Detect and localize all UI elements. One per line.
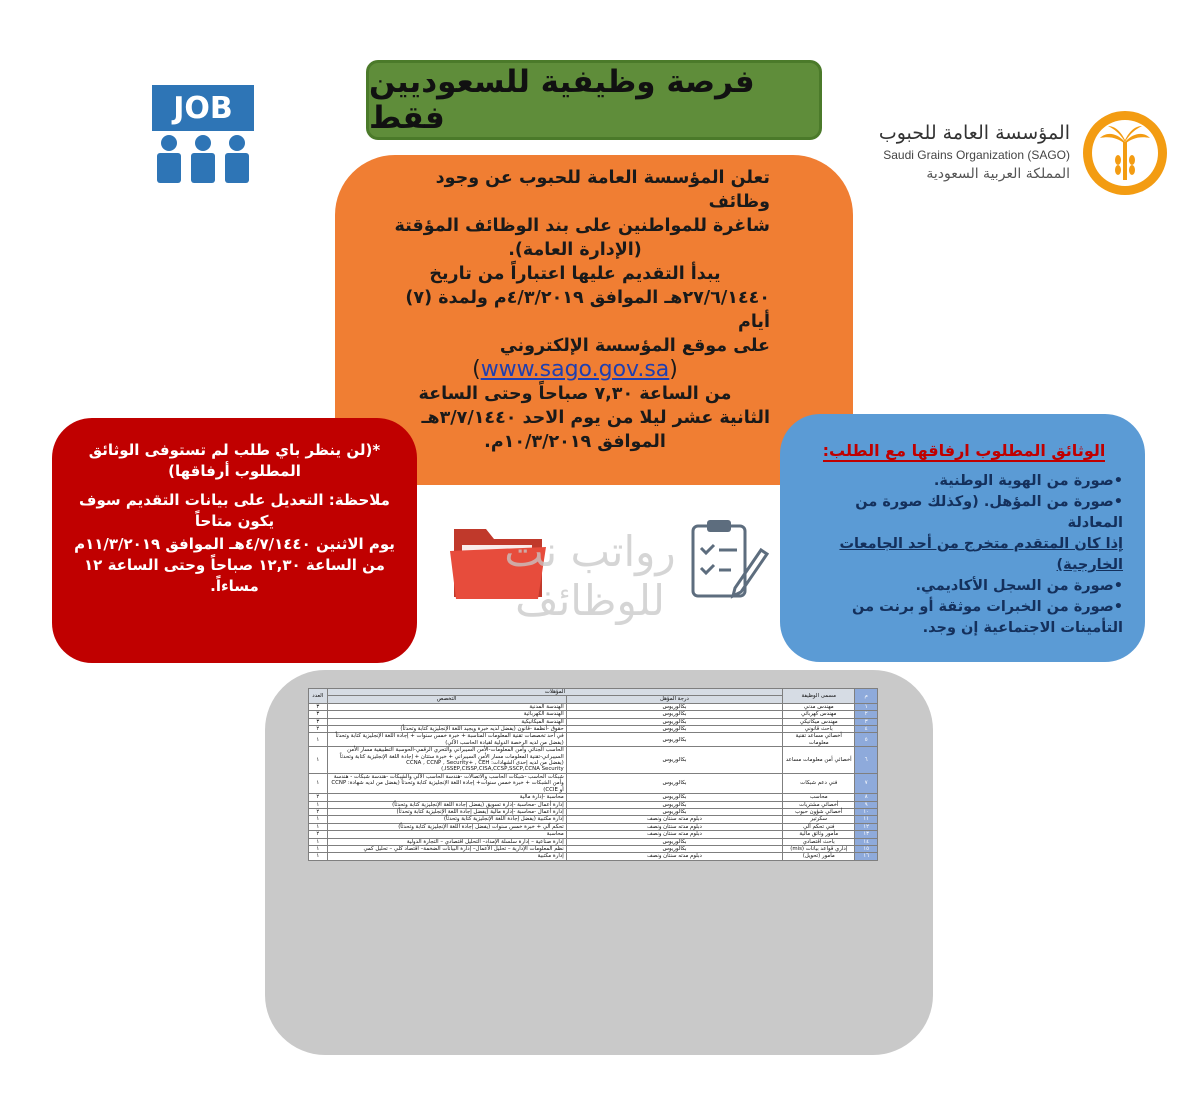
row-num: ٦ (855, 747, 878, 774)
header-degree: درجة المؤهل (566, 696, 782, 703)
logo-country-ar: المملكة العربية السعودية (926, 166, 1070, 182)
job-icon (152, 85, 254, 185)
page-title (366, 60, 822, 140)
row-degree: دبلوم مدته سنتان ونصف (566, 853, 782, 860)
documents-text (805, 440, 1123, 639)
table-row (309, 703, 878, 710)
row-degree: بكالوريوس (566, 747, 782, 774)
row-num: ٥ (855, 733, 878, 747)
row-job-title: سكرتير (783, 816, 855, 823)
row-specialty: في أحد تخصصات تقنية المعلومات المناسبة + خبرة خمس سنوات + إجادة اللغة الإنجليزية كتابة وتحدثاً (يفضل من لديه الرخصة الدولية لقيادة الحاسب الآلي) (327, 733, 566, 747)
row-degree: بكالوريوس (566, 794, 782, 801)
row-job-title: أخصائي أمن معلومات مساعد (783, 747, 855, 774)
website-link-row: (www.sago.gov.sa) (472, 357, 678, 382)
row-degree: دبلوم مدته سنتان ونصف (566, 823, 782, 830)
row-count: ٣ (309, 711, 328, 718)
table-row (309, 853, 878, 860)
notice-line: يوم الاثنين ٤/٧/١٤٤٠هـ الموافق ١١/٣/٢٠١٩م من الساعة ١٢,٣٠ صباحاً وحتى الساعة ١٢ مساءاً. (74, 535, 395, 595)
row-count: ١ (309, 816, 328, 823)
row-degree: بكالوريوس (566, 808, 782, 815)
row-num: ١٤ (855, 838, 878, 845)
row-count: ٢ (309, 831, 328, 838)
logo-name-ar: المؤسسة العامة للحبوب (878, 122, 1070, 144)
row-specialty: إدارة أعمال -محاسبة -إدارة مالية (يفضل إجادة اللغة الإنجليزية كتابة وتحدثاً) (327, 808, 566, 815)
palm-emblem-icon (1078, 108, 1172, 198)
header-specialty: التخصص (327, 696, 566, 703)
table-row (309, 801, 878, 808)
jobs-table (308, 688, 878, 861)
row-job-title: مهندس كهربائي (783, 711, 855, 718)
row-num: ١٢ (855, 823, 878, 830)
row-job-title: إداري قواعد بيانات (mis) (783, 845, 855, 852)
website-link[interactable]: www.sago.gov.sa (480, 357, 670, 382)
announcement-line: الموافق ١٠/٣/٢٠١٩م. (484, 432, 666, 452)
row-specialty: إدارة مكتبية (327, 853, 566, 860)
announcement-line: ٢٧/٦/١٤٤٠هـ الموافق ٤/٣/٢٠١٩م ولمدة (٧) أيام (405, 288, 770, 332)
row-num: ٤ (855, 726, 878, 733)
row-specialty: إدارة صناعية – إدارة سلسلة الإمداد– التحليل اقتصادي – التجارة الدولية (327, 838, 566, 845)
table-row (309, 831, 878, 838)
row-count: ٣ (309, 703, 328, 710)
row-degree: دبلوم مدته سنتان ونصف (566, 831, 782, 838)
row-degree: بكالوريوس (566, 733, 782, 747)
table-header-row (309, 689, 878, 696)
row-job-title: أخصائي مشتريات (783, 801, 855, 808)
row-job-title: مهندس ميكانيكي (783, 718, 855, 725)
row-count: ٢ (309, 726, 328, 733)
row-num: ٧ (855, 773, 878, 793)
table-row (309, 747, 878, 774)
row-count: ٢ (309, 794, 328, 801)
document-item: •صورة من الخبرات موثقة أو برنت من التأمينات الاجتماعية إن وجد. (852, 599, 1123, 636)
notice-line: *(لن ينظر باي طلب لم تستوفى الوثائق المطلوب أرفاقها) (88, 441, 381, 480)
row-count: ١ (309, 801, 328, 808)
row-count: ٢ (309, 808, 328, 815)
header-count: العدد (309, 689, 328, 704)
row-degree: بكالوريوس (566, 801, 782, 808)
row-num: ٩ (855, 801, 878, 808)
table-row (309, 711, 878, 718)
announcement-line: على موقع المؤسسة الإلكتروني (499, 336, 770, 356)
page-title-text: فرصة وظيفية للسعوديين فقط (369, 64, 755, 136)
row-job-title: فني تحكم آلي (783, 823, 855, 830)
row-degree: بكالوريوس (566, 718, 782, 725)
document-item: •صورة من السجل الأكاديمي. (915, 578, 1123, 594)
row-count: ١ (309, 823, 328, 830)
row-count: ١ (309, 733, 328, 747)
jobs-table-body (309, 703, 878, 860)
row-degree: بكالوريوس (566, 838, 782, 845)
notice-line: ملاحظة: التعديل على بيانات التقديم سوف يكون متاحاً (79, 491, 390, 530)
table-row (309, 808, 878, 815)
row-degree: بكالوريوس (566, 703, 782, 710)
row-job-title: أخصائي شؤون حبوب (783, 808, 855, 815)
table-row (309, 816, 878, 823)
row-specialty: الهندسة المدنية (327, 703, 566, 710)
document-item: •صورة من الهوية الوطنية. (933, 473, 1123, 489)
row-num: ١٥ (855, 845, 878, 852)
watermark-text: رواتب نت للوظائف (504, 527, 676, 625)
announcement-text (380, 166, 770, 454)
row-specialty: إدارة أعمال -محاسبة -إدارة تسويق (يفضل إجادة اللغة الإنجليزية كتابة وتحدثاً) (327, 801, 566, 808)
table-row (309, 733, 878, 747)
row-specialty: شبكات الحاسب -شبكات الحاسب والاتصالات -هندسة الحاسب الآلي والشبكات -هندسة شبكات - هندسة وأمن الشبكات + خبرة خمس سنوات+ إجادة اللغة الإنجليزية كتابة وتحدثاً (يفضل من لديه شهادة: CCNP أو CCIE) (327, 773, 566, 793)
header-job-title: مسمى الوظيفة (783, 689, 855, 704)
row-count: ١ (309, 838, 328, 845)
row-specialty: حقوق -أنظمة -قانون (يفضل لديه خبرة ويجيد اللغة الإنجليزية كتابة وتحدثاً) (327, 726, 566, 733)
row-num: ١٣ (855, 831, 878, 838)
sago-logo (855, 108, 1180, 198)
row-job-title: مهندس مدني (783, 703, 855, 710)
notice-text (72, 440, 397, 599)
row-job-title: باحث قانوني (783, 726, 855, 733)
table-row (309, 794, 878, 801)
announcement-line: الثانية عشر ليلا من يوم الاحد ٣/٧/١٤٤٠هـ (421, 408, 770, 428)
row-degree: بكالوريوس (566, 726, 782, 733)
document-item: •صورة من المؤهل. (وكذلك صورة من المعادلة (855, 494, 1123, 531)
row-job-title: مأمور وثائق مالية (783, 831, 855, 838)
row-specialty: الهندسة الكهربائية (327, 711, 566, 718)
row-num: ١٦ (855, 853, 878, 860)
documents-title: الوثائق المطلوب ارفاقها مع الطلب: (822, 441, 1106, 460)
row-job-title: باحث اقتصادي (783, 838, 855, 845)
row-num: ١٠ (855, 808, 878, 815)
document-item-note: إذا كان المتقدم متخرج من أحد الجامعات الخارجية) (839, 536, 1123, 573)
announcement-line: شاغرة للمواطنين على بند الوظائف المؤقتة (394, 216, 770, 236)
table-row (309, 838, 878, 845)
row-count: ١ (309, 773, 328, 793)
row-specialty: إدارة مكتبية (يفضل إجادة اللغة الإنجليزية كتابة وتحدثاً) (327, 816, 566, 823)
row-degree: بكالوريوس (566, 773, 782, 793)
announcement-line: (الإدارة العامة). (508, 240, 642, 260)
people-icon (152, 85, 254, 185)
table-row (309, 773, 878, 793)
row-specialty: الهندسة الميكانيكية (327, 718, 566, 725)
row-num: ٢ (855, 711, 878, 718)
row-degree: بكالوريوس (566, 845, 782, 852)
row-job-title: مأمور (تحويل) (783, 853, 855, 860)
row-job-title: فني دعم شبكات (783, 773, 855, 793)
table-row (309, 845, 878, 852)
announcement-line: يبدأ التقديم عليها اعتباراً من تاريخ (429, 264, 721, 284)
row-num: ٣ (855, 718, 878, 725)
table-row (309, 718, 878, 725)
row-count: ١ (309, 853, 328, 860)
row-job-title: أخصائي مساعد تقنية معلومات (783, 733, 855, 747)
row-count: ٣ (309, 718, 328, 725)
row-degree: بكالوريوس (566, 711, 782, 718)
header-qualifications: المؤهلات (327, 689, 783, 696)
row-num: ١١ (855, 816, 878, 823)
logo-name-en: Saudi Grains Organization (SAGO) (883, 148, 1070, 162)
row-degree: دبلوم مدته سنتان ونصف (566, 816, 782, 823)
job-label: JOB (152, 85, 254, 131)
row-specialty: الحاسب الجنائي وأمن المعلومات-الأمن السيبراني والتحري الرقمي-الحوسبة التطبيقية مسار الأمن السيبراني-تقنية المعلومات مسار الأمن السيبراني + خبرة ستتان + إجادة اللغة الإنجليزية كتابة وتحدثاً (يفضل من لديه إحدى الشهادات: CCNA , CCNP , Security+ , CEH ,ISSEP,CISSP,CISA,CCSP,SSCP,CCNA Security) (327, 747, 566, 774)
row-specialty: تحكم آلي + خبرة خمس سنوات (يفضل إجادة اللغة الإنجليزية كتابة وتحدثاً) (327, 823, 566, 830)
row-specialty: محاسبة -إدارة مالية (327, 794, 566, 801)
table-row (309, 823, 878, 830)
header-num: م (855, 689, 878, 704)
row-specialty: محاسبة (327, 831, 566, 838)
table-row (309, 726, 878, 733)
row-num: ١ (855, 703, 878, 710)
row-count: ١ (309, 845, 328, 852)
row-num: ٨ (855, 794, 878, 801)
row-job-title: محاسب (783, 794, 855, 801)
row-specialty: نظم المعلومات الإدارية – تحليل الأعمال– إدارة البيانات الضخمة– اقتصاد كلي – تحليل كمي (327, 845, 566, 852)
announcement-line: تعلن المؤسسة العامة للحبوب عن وجود وظائف (435, 168, 770, 212)
row-count: ١ (309, 747, 328, 774)
announcement-line: من الساعة ٧,٣٠ صباحاً وحتى الساعة (418, 384, 732, 404)
